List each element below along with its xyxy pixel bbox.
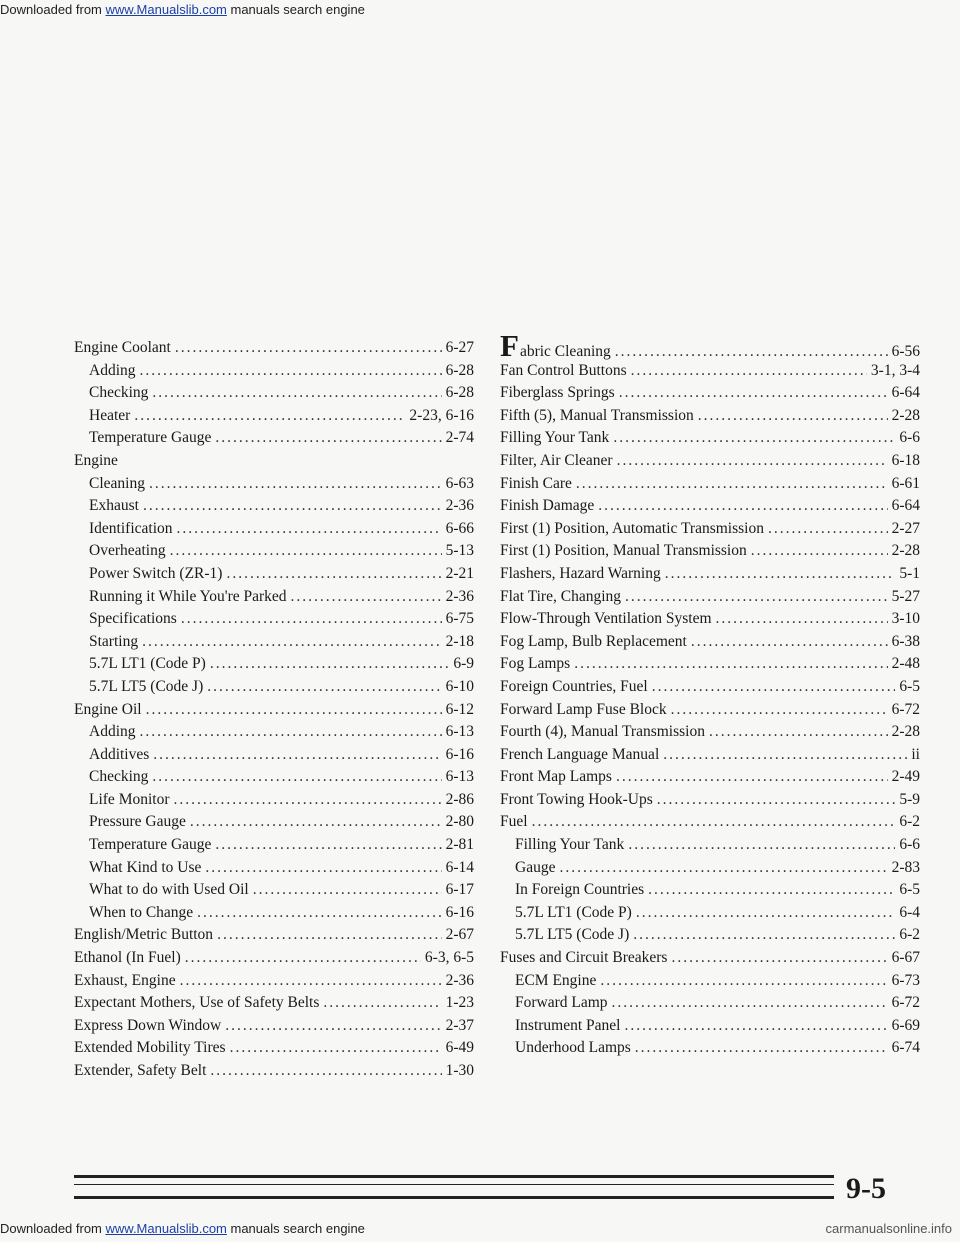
entry-page: 6-12 xyxy=(445,700,474,718)
leader-dots xyxy=(612,992,888,1015)
index-subentry xyxy=(74,834,474,857)
index-subentry xyxy=(500,1037,920,1060)
entry-text: Forward Lamp xyxy=(515,994,608,1012)
entry-text: Filling Your Tank xyxy=(500,429,610,447)
leader-dots xyxy=(207,676,441,699)
leader-dots xyxy=(600,970,887,993)
entry-page: 6-5 xyxy=(899,881,920,899)
leader-dots xyxy=(635,1037,888,1060)
entry-text: Fan Control Buttons xyxy=(500,361,627,379)
entry-page: 6-63 xyxy=(445,474,474,492)
entry-text: Finish Damage xyxy=(500,497,595,515)
entry-text: First (1) Position, Automatic Transmission xyxy=(500,519,764,537)
index-entry xyxy=(74,1015,474,1038)
index-entry xyxy=(500,405,920,428)
index-entry xyxy=(500,811,920,834)
entry-page: 2-36 xyxy=(445,587,474,605)
index-entry xyxy=(500,563,920,586)
index-subentry xyxy=(74,631,474,654)
leader-dots xyxy=(709,721,888,744)
leader-dots xyxy=(636,902,896,925)
entry-page: 2-37 xyxy=(445,1016,474,1034)
index-subentry xyxy=(500,857,920,880)
leader-dots xyxy=(142,631,441,654)
entry-page: 6-28 xyxy=(445,361,474,379)
entry-page: 6-10 xyxy=(445,677,474,695)
entry-page: 2-86 xyxy=(445,790,474,808)
index-entry xyxy=(500,653,920,676)
index-entry xyxy=(500,947,920,970)
manualslib-link[interactable]: www.Manualslib.com xyxy=(105,2,227,17)
entry-text: Extender, Safety Belt xyxy=(74,1062,207,1079)
leader-dots xyxy=(613,427,895,450)
leader-dots xyxy=(598,495,887,518)
entry-page: 6-14 xyxy=(445,858,474,876)
entry-page: 2-67 xyxy=(445,926,474,944)
leader-dots xyxy=(624,1015,887,1038)
index-entry xyxy=(500,676,920,699)
entry-page: 6-38 xyxy=(891,632,920,650)
leader-dots xyxy=(210,653,450,676)
leader-dots xyxy=(671,699,888,722)
leader-dots xyxy=(751,540,888,563)
entry-page: 6-6 xyxy=(899,836,920,854)
entry-text: Finish Care xyxy=(500,474,572,492)
entry-text: Filling Your Tank xyxy=(515,836,625,854)
entry-text: Extended Mobility Tires xyxy=(74,1039,226,1057)
entry-page: 6-16 xyxy=(445,745,474,763)
entry-page: 6-4 xyxy=(899,903,920,921)
leader-dots xyxy=(671,947,887,970)
entry-text: Running it While You're Parked xyxy=(89,587,287,605)
entry-page: 6-66 xyxy=(445,519,474,537)
entry-text: Exhaust, Engine xyxy=(74,971,176,989)
entry-page: 3-10 xyxy=(891,610,920,628)
index-subentry xyxy=(500,834,920,857)
leader-dots xyxy=(628,834,895,857)
index-entry xyxy=(500,699,920,722)
index-subentry xyxy=(74,518,474,541)
entry-page: 6-13 xyxy=(445,768,474,786)
entry-text: Ethanol (In Fuel) xyxy=(74,949,181,967)
index-subentry xyxy=(74,879,474,902)
leader-dots xyxy=(225,1015,441,1038)
entry-text: Engine Oil xyxy=(74,700,142,718)
leader-dots xyxy=(648,879,895,902)
index-column-right xyxy=(500,328,920,1060)
entry-text: ECM Engine xyxy=(515,971,597,989)
entry-text: Starting xyxy=(89,632,139,650)
entry-text: Checking xyxy=(89,384,149,402)
index-entry xyxy=(74,970,474,993)
leader-dots xyxy=(180,970,442,993)
index-subentry xyxy=(74,405,474,428)
index-entry xyxy=(74,699,474,722)
entry-page: 2-21 xyxy=(445,564,474,582)
entry-text: Adding xyxy=(89,723,136,741)
index-subentry xyxy=(74,789,474,812)
header-suffix: manuals search engine xyxy=(226,2,365,17)
index-subentry xyxy=(74,540,474,563)
index-entry xyxy=(500,473,920,496)
index-entry xyxy=(500,586,920,609)
leader-dots xyxy=(140,360,442,383)
leader-dots xyxy=(532,811,896,834)
index-entry xyxy=(500,450,920,473)
leader-dots xyxy=(181,608,442,631)
footer-prefix: Downloaded from xyxy=(0,1221,106,1236)
entry-page: 2-36 xyxy=(445,497,474,515)
drop-cap: F xyxy=(500,328,519,363)
entry-text: Filter, Air Cleaner xyxy=(500,451,613,469)
download-footer xyxy=(0,1221,960,1236)
entry-text: Foreign Countries, Fuel xyxy=(500,677,648,695)
index-entry xyxy=(500,608,920,631)
leader-dots xyxy=(146,699,442,722)
leader-dots xyxy=(177,518,442,541)
entry-text: Fourth (4), Manual Transmission xyxy=(500,723,705,741)
index-entry xyxy=(500,427,920,450)
entry-text: Fuses and Circuit Breakers xyxy=(500,949,668,967)
leader-dots xyxy=(210,1060,441,1083)
index-entry xyxy=(500,382,920,405)
entry-page: 6-2 xyxy=(899,813,920,831)
leader-dots xyxy=(691,631,888,654)
leader-dots xyxy=(152,766,441,789)
leader-dots xyxy=(185,947,421,970)
index-subentry xyxy=(74,676,474,699)
entry-page: 2-83 xyxy=(891,858,920,876)
index-subentry xyxy=(74,563,474,586)
entry-text: Identification xyxy=(89,519,173,537)
entry-text: Underhood Lamps xyxy=(515,1039,631,1057)
entry-text: Temperature Gauge xyxy=(89,429,212,447)
leader-dots xyxy=(625,586,888,609)
entry-page: 6-13 xyxy=(445,723,474,741)
leader-dots xyxy=(170,540,442,563)
leader-dots xyxy=(140,721,442,744)
entry-text: Forward Lamp Fuse Block xyxy=(500,700,667,718)
leader-dots xyxy=(175,337,442,360)
index-entry xyxy=(74,924,474,947)
entry-text: Cleaning xyxy=(89,474,145,492)
index-entry xyxy=(500,744,920,767)
index-entry xyxy=(74,450,474,473)
index-subentry xyxy=(74,608,474,631)
entry-text: Fog Lamps xyxy=(500,655,571,673)
entry-page: 6-67 xyxy=(891,949,920,967)
entry-page: 5-9 xyxy=(899,790,920,808)
index-subentry xyxy=(500,1015,920,1038)
entry-page: 2-18 xyxy=(445,632,474,650)
entry-page: 5-13 xyxy=(445,542,474,560)
index-subentry xyxy=(74,495,474,518)
entry-text: In Foreign Countries xyxy=(515,881,645,899)
footer-rule-lower xyxy=(74,1196,834,1199)
page-number: 9-5 xyxy=(846,1172,886,1205)
index-entry xyxy=(74,1037,474,1060)
entry-page: 6-72 xyxy=(891,994,920,1012)
entry-text: Fuel xyxy=(500,813,528,831)
leader-dots xyxy=(617,450,888,473)
entry-text: Front Map Lamps xyxy=(500,768,612,786)
index-entry xyxy=(500,328,920,363)
entry-page: 2-80 xyxy=(445,813,474,831)
index-entry xyxy=(74,1060,474,1083)
index-subentry xyxy=(74,902,474,925)
leader-dots xyxy=(190,811,442,834)
entry-page: 6-56 xyxy=(891,343,920,360)
entry-text: 5.7L LT1 (Code P) xyxy=(515,903,632,921)
entry-page: 2-36 xyxy=(445,971,474,989)
leader-dots xyxy=(631,360,867,383)
entry-text: Exhaust xyxy=(89,497,139,515)
leader-dots xyxy=(134,405,405,428)
index-entry xyxy=(74,337,474,360)
index-entry xyxy=(500,518,920,541)
download-header xyxy=(0,2,960,17)
entry-page: 6-17 xyxy=(445,881,474,899)
entry-text: Heater xyxy=(89,406,131,424)
header-prefix: Downloaded from xyxy=(0,2,106,17)
entry-page: 6-75 xyxy=(445,610,474,628)
entry-page: 1-30 xyxy=(445,1062,474,1079)
index-entry xyxy=(500,360,920,383)
entry-page: 6-2 xyxy=(899,926,920,944)
index-subentry xyxy=(74,586,474,609)
entry-page: ii xyxy=(911,745,920,763)
leader-dots xyxy=(149,473,442,496)
entry-text: Flat Tire, Changing xyxy=(500,587,622,605)
entry-page: 6-72 xyxy=(891,700,920,718)
leader-dots xyxy=(205,857,441,880)
entry-page: 6-16 xyxy=(445,903,474,921)
entry-page: 2-48 xyxy=(891,655,920,673)
leader-dots xyxy=(143,495,442,518)
index-subentry xyxy=(74,473,474,496)
index-entry xyxy=(500,766,920,789)
entry-text: Adding xyxy=(89,361,136,379)
index-subentry xyxy=(500,992,920,1015)
entry-text: Life Monitor xyxy=(89,790,170,808)
entry-text: Pressure Gauge xyxy=(89,813,186,831)
leader-dots xyxy=(217,924,442,947)
index-subentry xyxy=(74,811,474,834)
index-subentry xyxy=(74,744,474,767)
entry-page: 6-49 xyxy=(445,1039,474,1057)
leader-dots xyxy=(665,563,896,586)
leader-dots xyxy=(652,676,896,699)
index-subentry xyxy=(74,360,474,383)
leader-dots xyxy=(657,789,896,812)
entry-text: Overheating xyxy=(89,542,166,560)
entry-page: 3-1, 3-4 xyxy=(870,361,920,379)
entry-text: When to Change xyxy=(89,903,194,921)
entry-text: Flashers, Hazard Warning xyxy=(500,564,661,582)
leader-dots xyxy=(153,744,441,767)
entry-page: 6-64 xyxy=(891,497,920,515)
entry-text: 5.7L LT1 (Code P) xyxy=(89,655,206,673)
entry-page: 6-28 xyxy=(445,384,474,402)
leader-dots xyxy=(616,766,888,789)
entry-text: Engine Coolant xyxy=(74,339,171,356)
index-subentry xyxy=(74,766,474,789)
index-subentry xyxy=(500,902,920,925)
footer-manualslib-link[interactable]: www.Manualslib.com xyxy=(105,1221,227,1236)
entry-text: Fog Lamp, Bulb Replacement xyxy=(500,632,687,650)
index-entry xyxy=(500,789,920,812)
leader-dots xyxy=(698,405,888,428)
entry-page: 2-28 xyxy=(891,406,920,424)
entry-text: Express Down Window xyxy=(74,1016,222,1034)
entry-page: 6-18 xyxy=(891,451,920,469)
entry-text: Additives xyxy=(89,745,150,763)
entry-page: 6-5 xyxy=(899,677,920,695)
index-entry xyxy=(500,721,920,744)
entry-text: 5.7L LT5 (Code J) xyxy=(515,926,630,944)
index-subentry xyxy=(500,970,920,993)
leader-dots xyxy=(230,1037,442,1060)
leader-dots xyxy=(323,992,441,1015)
entry-text: Checking xyxy=(89,768,149,786)
index-subentry xyxy=(500,879,920,902)
entry-text: Fiberglass Springs xyxy=(500,384,615,402)
leader-dots xyxy=(574,653,887,676)
entry-page: 6-73 xyxy=(891,971,920,989)
entry-text: Specifications xyxy=(89,610,177,628)
index-subentry xyxy=(500,924,920,947)
leader-dots xyxy=(633,924,895,947)
entry-page: 2-74 xyxy=(445,429,474,447)
entry-text: Expectant Mothers, Use of Safety Belts xyxy=(74,994,320,1012)
leader-dots xyxy=(768,518,888,541)
leader-dots xyxy=(253,879,442,902)
leader-dots xyxy=(215,427,441,450)
entry-text: Temperature Gauge xyxy=(89,836,212,854)
index-entry xyxy=(74,947,474,970)
leader-dots xyxy=(716,608,888,631)
entry-text-rest: abric Cleaning xyxy=(519,343,611,360)
leader-dots xyxy=(152,382,441,405)
entry-text: 5.7L LT5 (Code J) xyxy=(89,677,204,695)
entry-page: 6-3, 6-5 xyxy=(424,949,474,967)
entry-page: 6-74 xyxy=(891,1039,920,1057)
footer-rule-thin xyxy=(74,1184,834,1185)
index-subentry xyxy=(74,653,474,676)
entry-text: Instrument Panel xyxy=(515,1016,621,1034)
leader-dots xyxy=(559,857,887,880)
index-subentry xyxy=(74,857,474,880)
entry-page: 6-27 xyxy=(445,339,474,356)
entry-text: Engine xyxy=(74,451,118,469)
entry-page: 2-49 xyxy=(891,768,920,786)
entry-page: 2-28 xyxy=(891,542,920,560)
entry-page: 5-1 xyxy=(899,564,920,582)
leader-dots xyxy=(663,744,907,767)
entry-page: 6-9 xyxy=(453,655,474,673)
entry-text: Fifth (5), Manual Transmission xyxy=(500,406,694,424)
leader-dots xyxy=(174,789,442,812)
leader-dots xyxy=(576,473,888,496)
index-entry xyxy=(500,540,920,563)
entry-text: English/Metric Button xyxy=(74,926,214,944)
leader-dots xyxy=(226,563,441,586)
entry-text: First (1) Position, Manual Transmission xyxy=(500,542,747,560)
entry-text: Front Towing Hook-Ups xyxy=(500,790,653,808)
entry-page: 2-28 xyxy=(891,723,920,741)
footer-rule-thick xyxy=(74,1175,834,1178)
index-subentry xyxy=(74,721,474,744)
leader-dots xyxy=(215,834,441,857)
entry-page: 2-81 xyxy=(445,836,474,854)
entry-page: 6-69 xyxy=(891,1016,920,1034)
entry-text: What to do with Used Oil xyxy=(89,881,249,899)
leader-dots xyxy=(619,382,888,405)
entry-text: What Kind to Use xyxy=(89,858,202,876)
entry-page: 5-27 xyxy=(891,587,920,605)
leader-dots xyxy=(197,902,441,925)
footer-suffix: manuals search engine xyxy=(226,1221,365,1236)
index-entry xyxy=(500,495,920,518)
watermark: carmanualsonline.info xyxy=(825,1221,952,1236)
index-subentry xyxy=(74,382,474,405)
index-column-left xyxy=(74,337,474,1083)
index-subentry xyxy=(74,427,474,450)
entry-page: 2-23, 6-16 xyxy=(409,406,474,424)
entry-text: Flow-Through Ventilation System xyxy=(500,610,712,628)
leader-dots xyxy=(291,586,442,609)
entry-text: Gauge xyxy=(515,858,556,876)
index-entry xyxy=(74,992,474,1015)
entry-page: 2-27 xyxy=(891,519,920,537)
index-entry xyxy=(500,631,920,654)
entry-text: Power Switch (ZR-1) xyxy=(89,564,223,582)
entry-text: French Language Manual xyxy=(500,745,660,763)
entry-page: 1-23 xyxy=(445,994,474,1012)
entry-page: 6-61 xyxy=(891,474,920,492)
entry-page: 6-64 xyxy=(891,384,920,402)
entry-page: 6-6 xyxy=(899,429,920,447)
